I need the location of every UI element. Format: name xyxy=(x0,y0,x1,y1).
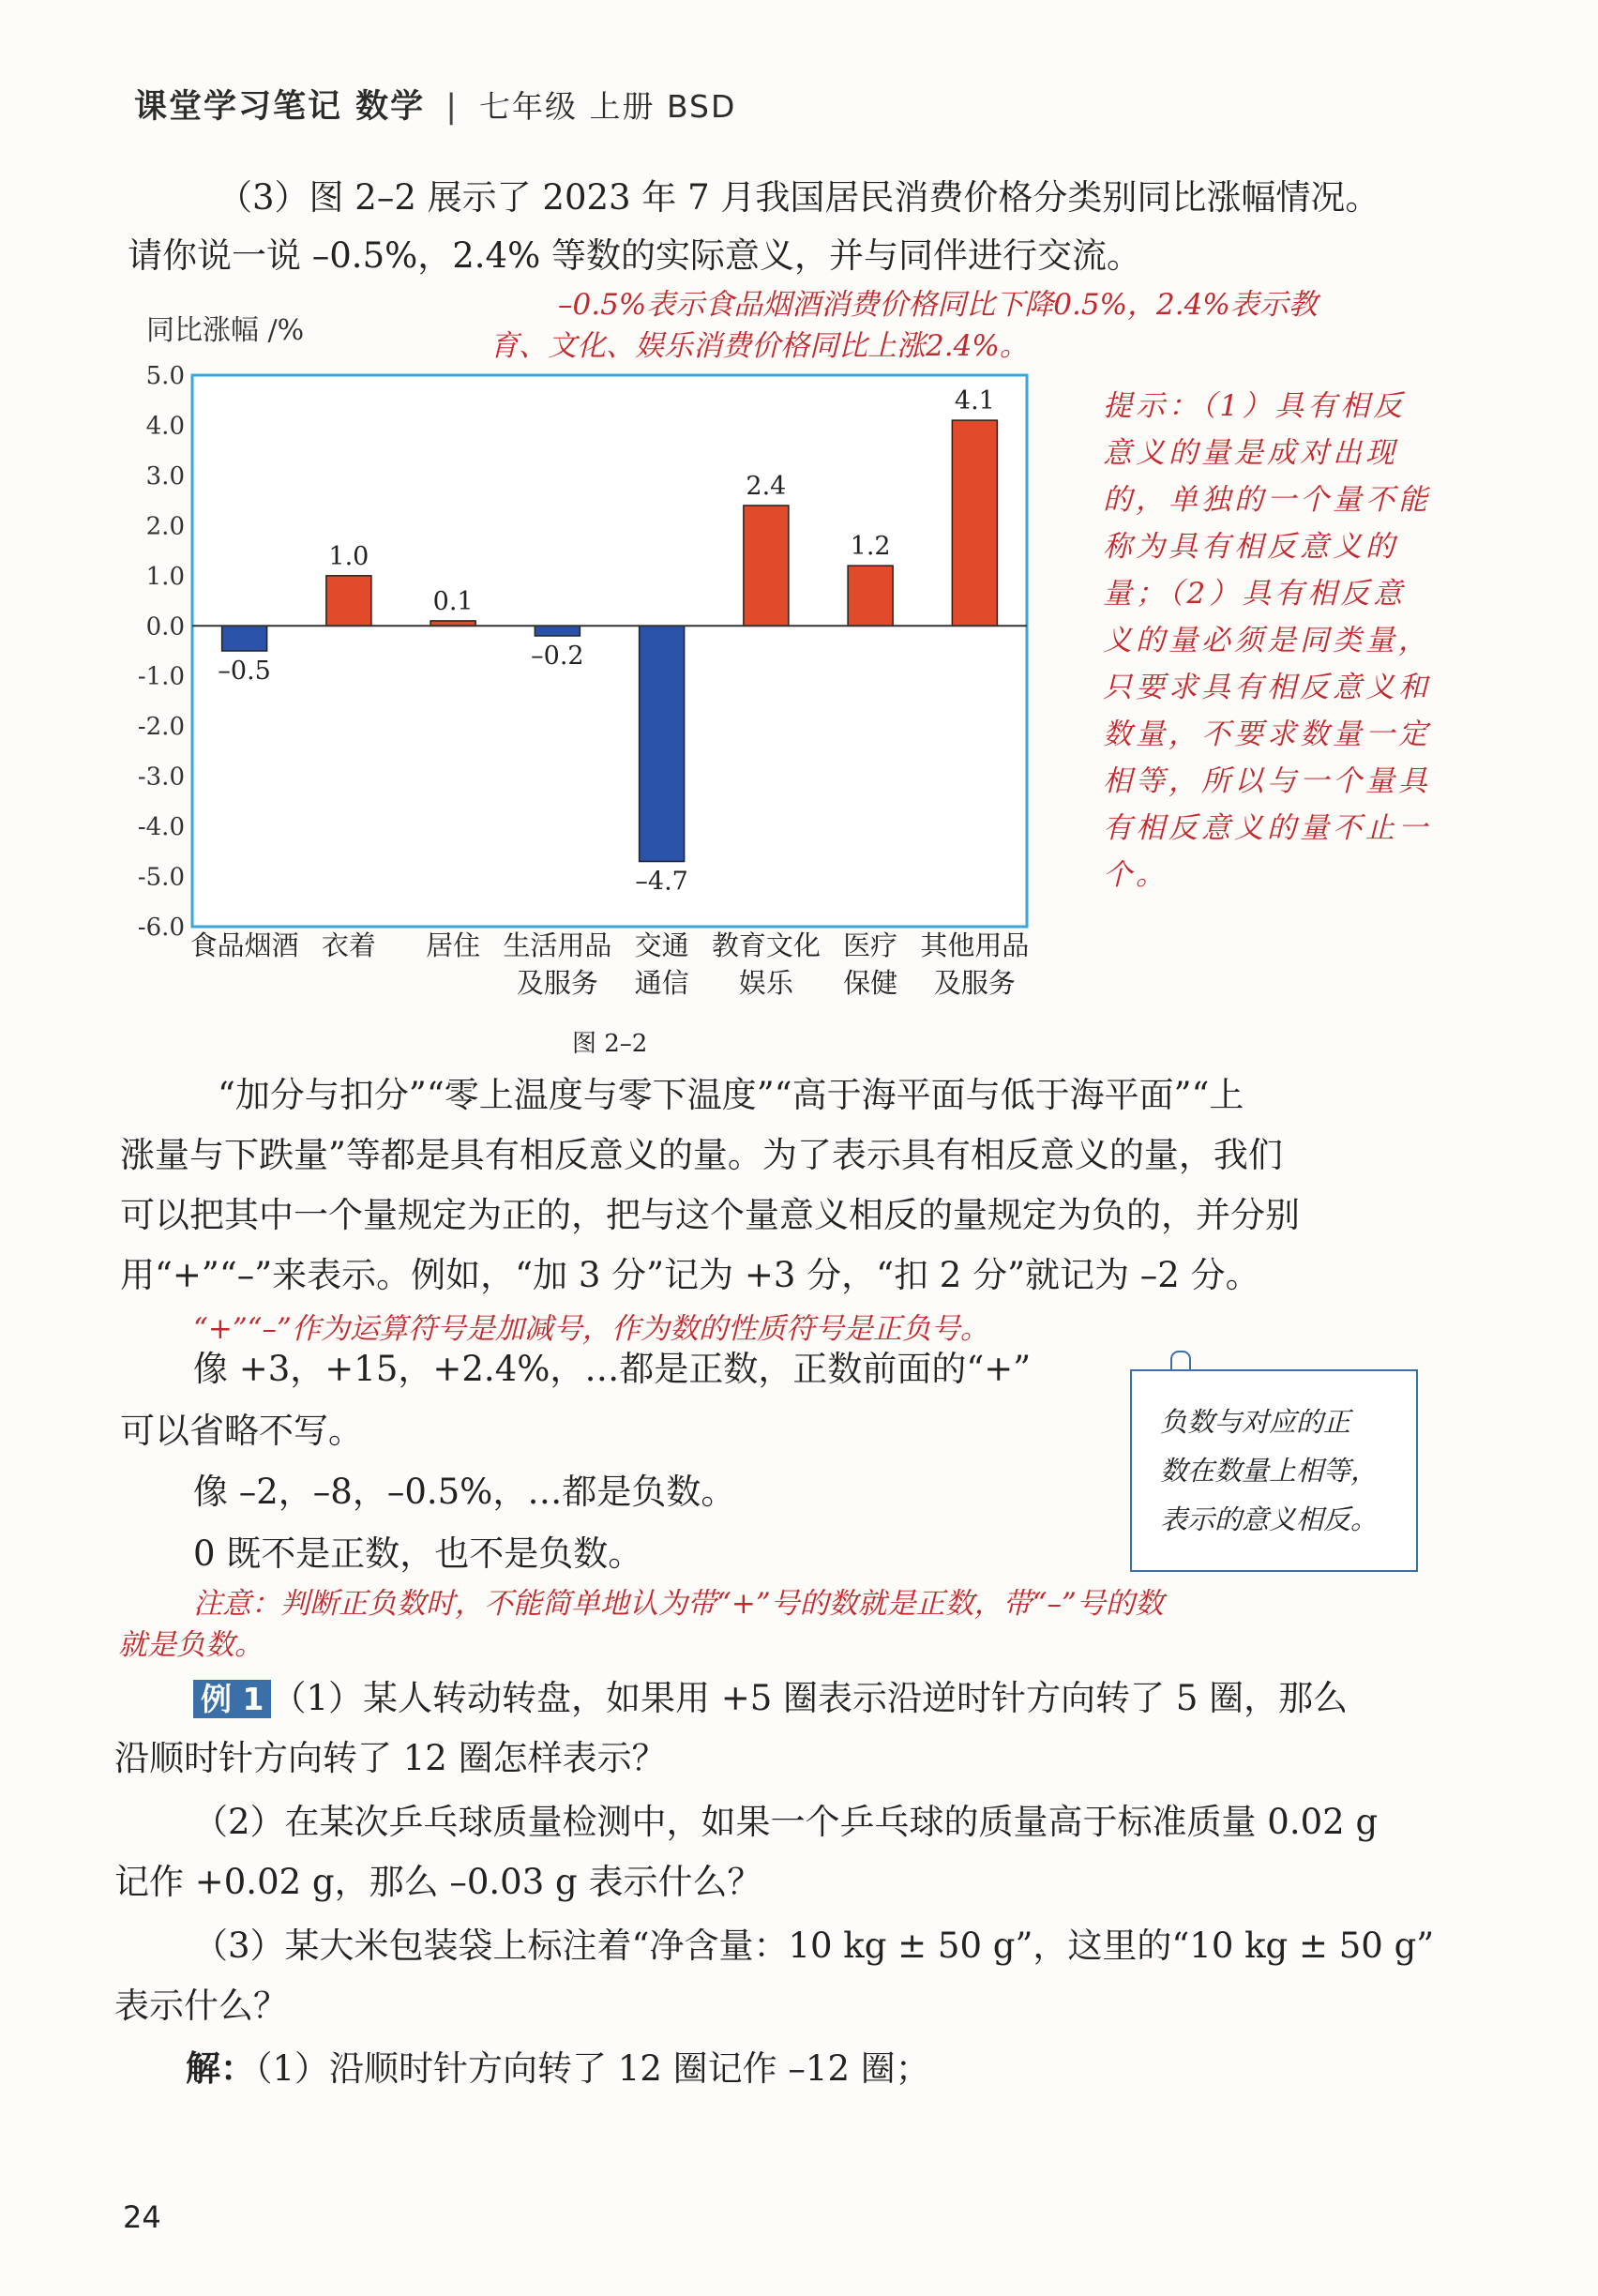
answer-note-line-2: 育、文化、娱乐消费价格同比上涨2.4%。 xyxy=(490,329,1029,363)
x-category-label: 及服务 xyxy=(933,967,1016,999)
x-category-label: 通信 xyxy=(634,967,689,999)
para1-line-2: 涨量与下跌量”等都是具有相反意义的量。为了表示具有相反意义的量，我们 xyxy=(120,1135,1283,1175)
y-tick-label: -3.0 xyxy=(137,763,185,792)
solution-line-1 xyxy=(186,2047,930,2091)
intro-line-1: （3）图 2–2 展示了 2023 年 7 月我国居民消费价格分类别同比涨幅情况。 xyxy=(218,177,1380,218)
plot-frame xyxy=(192,375,1027,927)
y-tick-label: -4.0 xyxy=(137,813,185,842)
example-q3-line-2: 表示什么？ xyxy=(114,1986,288,2026)
bar-chart xyxy=(131,310,1050,1022)
bar xyxy=(848,566,893,626)
x-category-label: 其他用品 xyxy=(920,929,1030,961)
header-subtitle: 七年级 上册 BSD xyxy=(478,88,737,125)
bar-value-label: 1.2 xyxy=(850,532,891,562)
negative-sentence: 像 –2，–8，–0.5%，…都是负数。 xyxy=(193,1472,736,1512)
bar-value-label: 0.1 xyxy=(432,586,474,616)
y-axis-label: 同比涨幅 /% xyxy=(146,314,305,347)
side-box-line-3: 表示的意义相反。 xyxy=(1160,1503,1379,1535)
example-label: 例 1 xyxy=(193,1680,271,1718)
x-category-label: 保健 xyxy=(843,967,898,999)
example-q1-text: （1）某人转动转盘，如果用 +5 圈表示沿逆时针方向转了 5 圈，那么 xyxy=(271,1678,1349,1718)
side-box-line-1: 负数与对应的正 xyxy=(1160,1406,1351,1438)
y-tick-label: -6.0 xyxy=(137,914,185,942)
bar-value-label: 1.0 xyxy=(328,541,369,571)
y-tick-label: 3.0 xyxy=(145,461,185,491)
y-tick-label: 1.0 xyxy=(145,562,185,591)
bar-value-label: –4.7 xyxy=(635,867,688,897)
example-q1-line-2: 沿顺时针方向转了 12 圈怎样表示？ xyxy=(114,1738,667,1778)
example-q2-line-1: （2）在某次乒乓球质量检测中，如果一个乒乓球的质量高于标准质量 0.02 g xyxy=(193,1802,1379,1842)
example-q3-line-1: （3）某大米包装袋上标注着“净含量：10 kg ± 50 g”，这里的“10 kg ± 50 g” xyxy=(193,1926,1435,1966)
page-number: 24 xyxy=(123,2199,161,2235)
y-ticks xyxy=(138,362,199,942)
para1-line-4: 用“+”“–”来表示。例如，“加 3 分”记为 +3 分，“扣 2 分”就记为 –2 分。 xyxy=(120,1255,1260,1295)
para1-line-1: “加分与扣分”“零上温度与零下温度”“高于海平面与低于海平面”“上 xyxy=(218,1075,1244,1115)
x-category-label: 医疗 xyxy=(843,929,898,961)
sign-note: “+”“–”作为运算符号是加减号，作为数的性质符号是正负号。 xyxy=(193,1312,989,1346)
bar xyxy=(222,626,267,651)
example-q2-line-2: 记作 +0.02 g，那么 –0.03 g 表示什么？ xyxy=(114,1862,762,1902)
y-tick-label: 4.0 xyxy=(145,412,185,441)
x-category-label: 食品烟酒 xyxy=(189,929,299,961)
bar-value-label: –0.2 xyxy=(531,641,584,671)
figure-caption: 图 2–2 xyxy=(572,1030,648,1058)
answer-note-line-1: –0.5%表示食品烟酒消费价格同比下降0.5%，2.4%表示教 xyxy=(558,288,1318,322)
solution-text: （1）沿顺时针方向转了 12 圈记作 –12 圈； xyxy=(255,2048,930,2089)
positive-line-2: 可以省略不写。 xyxy=(120,1411,363,1451)
running-header xyxy=(134,81,736,128)
zero-sentence: 0 既不是正数，也不是负数。 xyxy=(193,1533,643,1574)
bar xyxy=(952,420,997,626)
bar xyxy=(326,576,371,626)
caution-line-2: 就是负数。 xyxy=(118,1628,264,1662)
y-tick-label: 5.0 xyxy=(145,362,185,390)
bar-value-label: –0.5 xyxy=(218,657,271,686)
bar xyxy=(535,626,580,636)
bar-value-label: 4.1 xyxy=(954,386,995,416)
positive-line-1: 像 +3，+15，+2.4%，…都是正数，正数前面的“+” xyxy=(193,1349,1032,1389)
x-category-labels xyxy=(190,929,1030,999)
para1-line-3: 可以把其中一个量规定为正的，把与这个量意义相反的量规定为负的，并分别 xyxy=(120,1195,1300,1235)
bar-value-label: 2.4 xyxy=(746,471,787,501)
side-box-line-2: 数在数量上相等， xyxy=(1160,1455,1379,1487)
y-tick-label: 0.0 xyxy=(145,612,185,642)
side-note-box xyxy=(1130,1369,1418,1572)
y-tick-label: 2.0 xyxy=(145,512,185,541)
x-category-label: 生活用品 xyxy=(503,929,612,961)
y-tick-label: -5.0 xyxy=(137,863,185,892)
x-category-label: 教育文化 xyxy=(711,929,821,961)
bar xyxy=(744,506,789,626)
bar xyxy=(640,626,685,861)
y-tick-label: -1.0 xyxy=(137,662,185,691)
example-q1-line-1 xyxy=(193,1677,1348,1720)
x-category-label: 居住 xyxy=(426,929,481,961)
solution-label: 解： xyxy=(186,2047,255,2089)
header-separator: | xyxy=(445,88,459,126)
intro-line-2: 请你说一说 –0.5%，2.4% 等数的实际意义，并与同伴进行交流。 xyxy=(128,235,1142,276)
y-tick-label: -2.0 xyxy=(137,713,185,742)
x-category-label: 衣着 xyxy=(321,929,376,961)
x-category-label: 交通 xyxy=(634,929,689,961)
x-category-label: 及服务 xyxy=(516,967,598,999)
header-title: 课堂学习笔记 数学 xyxy=(134,88,426,126)
hint-note: 提示：（1）具有相反意义的量是成对出现的，单独的一个量不能称为具有相反意义的量；（2）具有相反意义的量必须是同类量，只要求具有相反意义和数量，不要求数量一定相等，所以与一个量具有相反意义的量不止一个。 xyxy=(1103,389,1431,892)
x-category-label: 娱乐 xyxy=(738,967,793,999)
caution-line-1: 注意：判断正负数时，不能简单地认为带“+”号的数就是正数，带“–”号的数 xyxy=(193,1587,1164,1621)
